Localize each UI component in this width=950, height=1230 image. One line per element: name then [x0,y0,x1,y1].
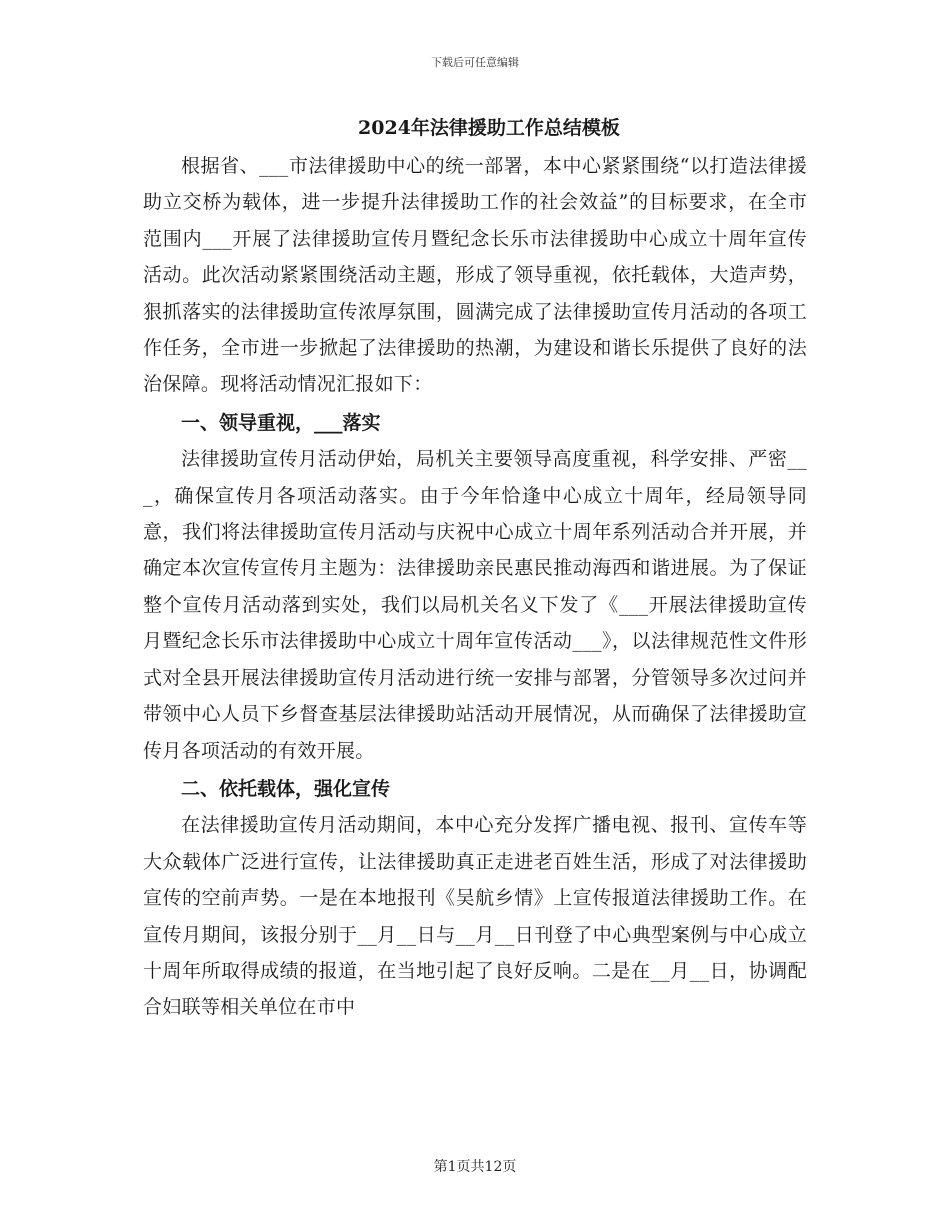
section-paragraph-2: 在法律援助宣传月活动期间，本中心充分发挥广播电视、报刊、宣传车等大众载体广泛进行宣传，让法律援助真正走进老百姓生活，形成了对法律援助宣传的空前声势。一是在本地报刊《吴航乡情》上宣传报道法律援助工作。在宣传月期间，该报分别于__月__日与__月__日刊登了中心典型案例与中心成立十周年所取得成绩的报道，在当地引起了良好反响。二是在__月__日，协调配合妇联等相关单位在市中 [143,814,807,1019]
page-footer: 第1页共12页 [433,1159,517,1175]
document-title: 2024年法律援助工作总结模板 [358,117,620,139]
header-note: 下载后可任意编辑 [431,56,519,69]
section-heading-2: 二、依托载体，强化宣传 [181,777,391,800]
section-heading-1: 一、领导重视，___落实 [181,411,381,434]
section-paragraph-1: 法律援助宣传月活动伊始，局机关主要领导高度重视，科学安排、严密___，确保宣传月各项活动落实。由于今年恰逢中心成立十周年，经局领导同意，我们将法律援助宣传月活动与庆祝中心成立十周年系列活动合并开展，并确定本次宣传宣传月主题为：法律援助亲民惠民推动海西和谐进展。为了保证整个宣传月活动落到实处，我们以局机关名义下发了《___开展法律援助宣传月暨纪念长乐市法律援助中心成立十周年宣传活动___》，以法律规范性文件形式对全县开展法律援助宣传月活动进行统一安排与部署，分管领导多次过问并带领中心人员下乡督查基层法律援助站活动开展情况，从而确保了法律援助宣传月各项活动的有效开展。 [143,448,807,762]
document-body [143,108,807,1026]
intro-paragraph: 根据省、___市法律援助中心的统一部署，本中心紧紧围绕“以打造法律援助立交桥为载体，进一步提升法律援助工作的社会效益”的目标要求，在全市范围内___开展了法律援助宣传月暨纪念长乐市法律援助中心成立十周年宣传活动。此次活动紧紧围绕活动主题，形成了领导重视，依托载体，大造声势，狠抓落实的法律援助宣传浓厚氛围，圆满完成了法律援助宣传月活动的各项工作任务，全市进一步掀起了法律援助的热潮，为建设和谐长乐提供了良好的法治保障。现将活动情况汇报如下： [143,155,807,396]
